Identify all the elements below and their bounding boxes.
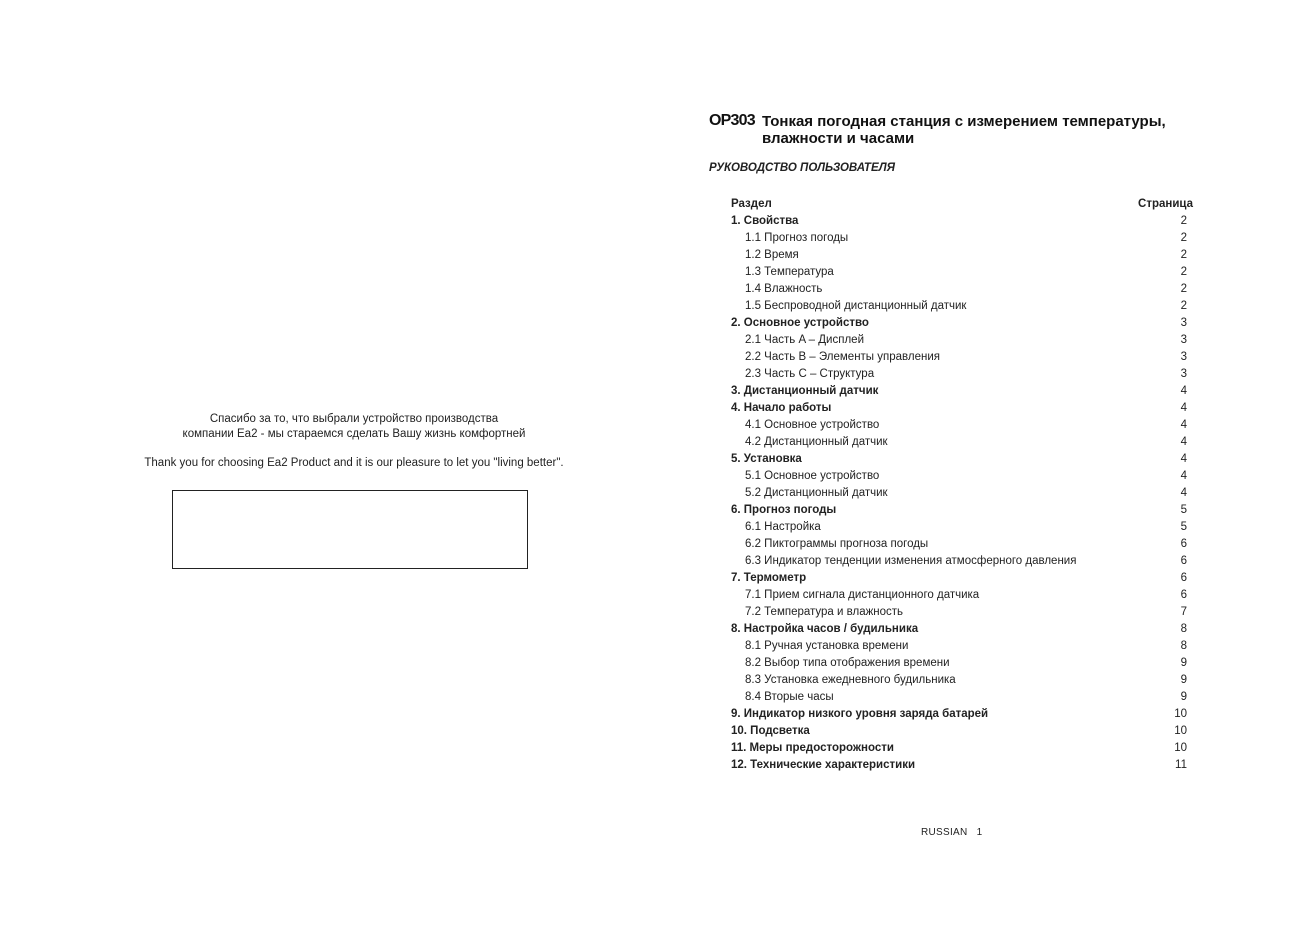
- toc-entry-label: 1.1 Прогноз погоды: [745, 232, 849, 244]
- toc-subsection: [731, 247, 1193, 264]
- footer-language: RUSSIAN: [921, 827, 968, 838]
- toc-entry-page: 2: [1180, 300, 1187, 312]
- toc-section: [731, 621, 1193, 638]
- toc-subsection: [731, 587, 1193, 604]
- toc-subsection: [731, 604, 1193, 621]
- toc-entry-label: 12. Технические характеристики: [731, 759, 916, 771]
- toc-entry-label: 10. Подсветка: [731, 725, 810, 737]
- toc-subsection: [731, 434, 1193, 451]
- toc-entry-label: 6.2 Пиктограммы прогноза погоды: [745, 538, 929, 550]
- toc-section: [731, 706, 1193, 723]
- toc-entry-page: 11: [1175, 759, 1187, 771]
- toc-header-page: Страница: [1138, 198, 1193, 210]
- title-line-1: Тонкая погодная станция с измерением температуры,: [762, 113, 1166, 130]
- toc-section: [731, 723, 1193, 740]
- toc-entry-label: 4.1 Основное устройство: [745, 419, 880, 431]
- toc-header-section: Раздел: [731, 198, 772, 210]
- toc-entry-page: 5: [1180, 504, 1187, 516]
- toc-subsection: [731, 230, 1193, 247]
- toc-entry-label: 7.1 Прием сигнала дистанционного датчика: [745, 589, 980, 601]
- toc-subsection: [731, 332, 1193, 349]
- toc-subsection: [731, 689, 1193, 706]
- toc-entry-label: 8.4 Вторые часы: [745, 691, 834, 703]
- toc-entry-page: 4: [1180, 487, 1187, 499]
- toc-entry-label: 2.3 Часть C – Структура: [745, 368, 875, 380]
- toc-entry-page: 2: [1180, 232, 1187, 244]
- toc-subsection: [731, 298, 1193, 315]
- toc-entry-label: 8.1 Ручная установка времени: [745, 640, 909, 652]
- toc-entry-page: 3: [1180, 368, 1187, 380]
- toc-entry-label: 5. Установка: [731, 453, 802, 465]
- toc-entry-page: 8: [1180, 623, 1187, 635]
- toc-section: [731, 757, 1193, 774]
- toc-section: [731, 740, 1193, 757]
- thanks-text-en: Thank you for choosing Ea2 Product and it is our pleasure to let you "living better".: [144, 457, 564, 469]
- toc-entry-page: 4: [1180, 385, 1187, 397]
- toc-subsection: [731, 468, 1193, 485]
- table-of-contents: [731, 196, 1193, 774]
- toc-section: [731, 502, 1193, 519]
- toc-entry-label: 4.2 Дистанционный датчик: [745, 436, 888, 448]
- toc-subsection: [731, 366, 1193, 383]
- footer-page-number: 1: [976, 827, 983, 838]
- toc-entry-page: 5: [1180, 521, 1187, 533]
- toc-subsection: [731, 485, 1193, 502]
- toc-entry-page: 3: [1180, 351, 1187, 363]
- toc-section: [731, 451, 1193, 468]
- toc-entry-label: 4. Начало работы: [731, 402, 832, 414]
- toc-header: [731, 196, 1193, 213]
- toc-entry-page: 6: [1180, 538, 1187, 550]
- toc-entry-label: 6.1 Настройка: [745, 521, 821, 533]
- toc-section: [731, 400, 1193, 417]
- toc-entry-label: 8.2 Выбор типа отображения времени: [745, 657, 950, 669]
- toc-entry-page: 4: [1180, 402, 1187, 414]
- toc-entry-page: 4: [1180, 436, 1187, 448]
- toc-entry-label: 9. Индикатор низкого уровня заряда батарей: [731, 708, 989, 720]
- toc-entry-page: 2: [1180, 215, 1187, 227]
- toc-entry-label: 5.1 Основное устройство: [745, 470, 880, 482]
- toc-entry-label: 8. Настройка часов / будильника: [731, 623, 919, 635]
- toc-subsection: [731, 672, 1193, 689]
- toc-subsection: [731, 519, 1193, 536]
- toc-subsection: [731, 264, 1193, 281]
- toc-entry-page: 3: [1180, 317, 1187, 329]
- toc-entry-page: 4: [1180, 470, 1187, 482]
- toc-entry-label: 7.2 Температура и влажность: [745, 606, 904, 618]
- toc-subsection: [731, 281, 1193, 298]
- toc-entry-label: 1.4 Влажность: [745, 283, 823, 295]
- toc-entry-label: 3. Дистанционный датчик: [731, 385, 879, 397]
- toc-entry-page: 10: [1174, 725, 1187, 737]
- user-guide-heading: РУКОВОДСТВО ПОЛЬЗОВАТЕЛЯ: [709, 162, 896, 174]
- toc-entry-label: 2.2 Часть B – Элементы управления: [745, 351, 940, 363]
- toc-entry-label: 8.3 Установка ежедневного будильника: [745, 674, 956, 686]
- toc-subsection: [731, 655, 1193, 672]
- toc-entry-label: 2.1 Часть A – Дисплей: [745, 334, 864, 346]
- toc-section: [731, 315, 1193, 332]
- toc-entry-page: 2: [1180, 249, 1187, 261]
- toc-entry-page: 7: [1180, 606, 1187, 618]
- thanks-text-ru-line2: компании Ea2 - мы стараемся сделать Вашу жизнь комфортней: [182, 428, 526, 440]
- toc-section: [731, 383, 1193, 400]
- toc-entry-page: 9: [1180, 691, 1187, 703]
- toc-subsection: [731, 553, 1193, 570]
- toc-entry-page: 6: [1180, 572, 1187, 584]
- toc-entry-label: 1.3 Температура: [745, 266, 834, 278]
- toc-entry-page: 10: [1174, 742, 1187, 754]
- page-footer: [921, 827, 982, 838]
- toc-entry-label: 1.2 Время: [745, 249, 799, 261]
- thanks-text-ru-line1: Спасибо за то, что выбрали устройство производства: [209, 413, 499, 425]
- toc-entry-page: 4: [1180, 419, 1187, 431]
- toc-section: [731, 213, 1193, 230]
- title-line-2: влажности и часами: [762, 130, 915, 147]
- toc-entry-page: 2: [1180, 266, 1187, 278]
- toc-subsection: [731, 349, 1193, 366]
- toc-entry-label: 6.3 Индикатор тенденции изменения атмосферного давления: [745, 555, 1077, 567]
- toc-entry-page: 3: [1180, 334, 1187, 346]
- toc-section: [731, 570, 1193, 587]
- toc-entry-page: 9: [1180, 657, 1187, 669]
- toc-subsection: [731, 638, 1193, 655]
- model-number: OP303: [709, 112, 755, 129]
- toc-entry-page: 6: [1180, 589, 1187, 601]
- toc-entry-label: 11. Меры предосторожности: [731, 742, 894, 754]
- toc-entry-page: 6: [1180, 555, 1187, 567]
- toc-entry-label: 1.5 Беспроводной дистанционный датчик: [745, 300, 967, 312]
- toc-entry-label: 2. Основное устройство: [731, 317, 869, 329]
- toc-entry-label: 6. Прогноз погоды: [731, 504, 837, 516]
- toc-entry-label: 1. Свойства: [731, 215, 799, 227]
- toc-entry-page: 9: [1180, 674, 1187, 686]
- toc-entry-page: 2: [1180, 283, 1187, 295]
- dealer-stamp-box: [172, 490, 528, 569]
- toc-entry-page: 4: [1180, 453, 1187, 465]
- toc-subsection: [731, 417, 1193, 434]
- toc-entry-page: 10: [1174, 708, 1187, 720]
- toc-entry-label: 7. Термометр: [731, 572, 807, 584]
- toc-entry-page: 8: [1180, 640, 1187, 652]
- toc-entry-label: 5.2 Дистанционный датчик: [745, 487, 888, 499]
- toc-subsection: [731, 536, 1193, 553]
